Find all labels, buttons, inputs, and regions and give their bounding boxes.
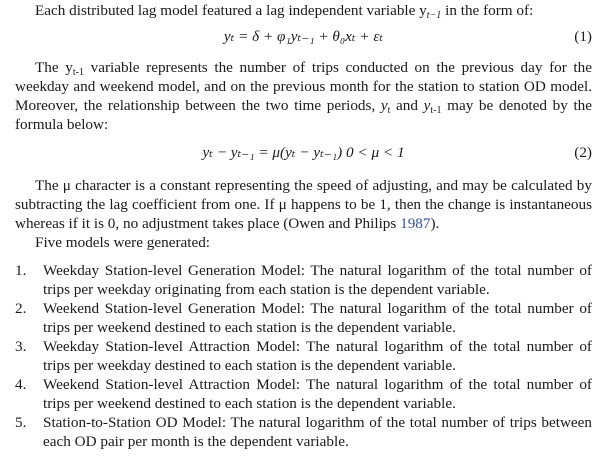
equation-2-body: yₜ − yₜ₋₁ = μ(yₜ − yₜ₋₁) 0 < μ < 1 — [202, 144, 405, 161]
equation-1-body: yₜ = δ + φ₁yₜ₋₁ + θ₀xₜ + εₜ — [223, 28, 384, 45]
paragraph-variable — [15, 58, 592, 134]
p2-lead: The y — [35, 59, 73, 76]
paper-page — [15, 0, 592, 451]
p2-var-yt1-sub: t-1 — [430, 105, 442, 116]
list-item — [15, 261, 592, 299]
paragraph-mu — [15, 176, 592, 233]
list-item-number: 3. — [15, 338, 27, 355]
list-item — [15, 299, 592, 337]
list-item-text: Station-to-Station OD Model: The natural logarithm of the total number of trips between each OD pair per month is the dependent variable. — [43, 414, 592, 450]
list-item-text: Weekday Station-level Generation Model: The natural logarithm of the total number of trips per weekday originating from each station is the dependent variable. — [43, 262, 592, 298]
list-item-text: Weekend Station-level Generation Model: The natural logarithm of the total number of trips per weekend destined to each station is the dependent variable. — [43, 300, 592, 336]
equation-1-number: (1) — [574, 28, 592, 45]
list-item — [15, 413, 592, 451]
list-item-text: Weekday Station-level Attraction Model: The natural logarithm of the total number of trips per weekday destined to each station is the dependent variable. — [43, 338, 592, 374]
paragraph-intro-text: Each distributed lag model featured a lag independent variable y — [35, 2, 427, 19]
list-item-number: 5. — [15, 414, 27, 431]
citation-link[interactable]: 1987 — [400, 215, 431, 232]
list-item-number: 2. — [15, 300, 27, 317]
lag-subscript: t−1 — [426, 10, 442, 21]
models-list — [15, 261, 592, 451]
list-item-text: Weekend Station-level Attraction Model: The natural logarithm of the total number of trips per weekend destined to each station is the dependent variable. — [43, 376, 592, 412]
list-item-number: 4. — [15, 376, 27, 393]
equation-1 — [15, 24, 592, 50]
list-item — [15, 375, 592, 413]
p3-text: The μ character is a constant representing the speed of adjusting, and may be calculated by subtracting the lag coefficient from one. If μ happens to be 1, then the change is instantaneous whereas if it is 0, no adjustment takes place (Owen and Philips — [15, 177, 592, 232]
paragraph-intro — [15, 1, 592, 20]
p2-var-yt1: y — [423, 97, 431, 114]
paragraph-intro-tail: in the form of: — [441, 2, 534, 19]
list-item-number: 1. — [15, 262, 27, 279]
p2-tail: may be denoted by the formula below: — [15, 97, 592, 133]
p2-lead-sub: t-1 — [72, 67, 84, 78]
list-item — [15, 337, 592, 375]
equation-2-number: (2) — [574, 144, 592, 161]
paragraph-models-intro: Five models were generated: — [35, 234, 211, 251]
p2-middle: variable represents the number of trips conducted on the previous day for the weekday and weekend model, and on the previous month for the station to station OD model. Moreover, the relationship between the two time periods, — [15, 59, 592, 114]
p2-and: and — [390, 97, 424, 114]
p2-var-yt-sub: t — [387, 105, 391, 116]
p2-var-yt: y — [380, 97, 388, 114]
p3-tail: ). — [430, 215, 440, 232]
equation-2 — [15, 140, 592, 166]
